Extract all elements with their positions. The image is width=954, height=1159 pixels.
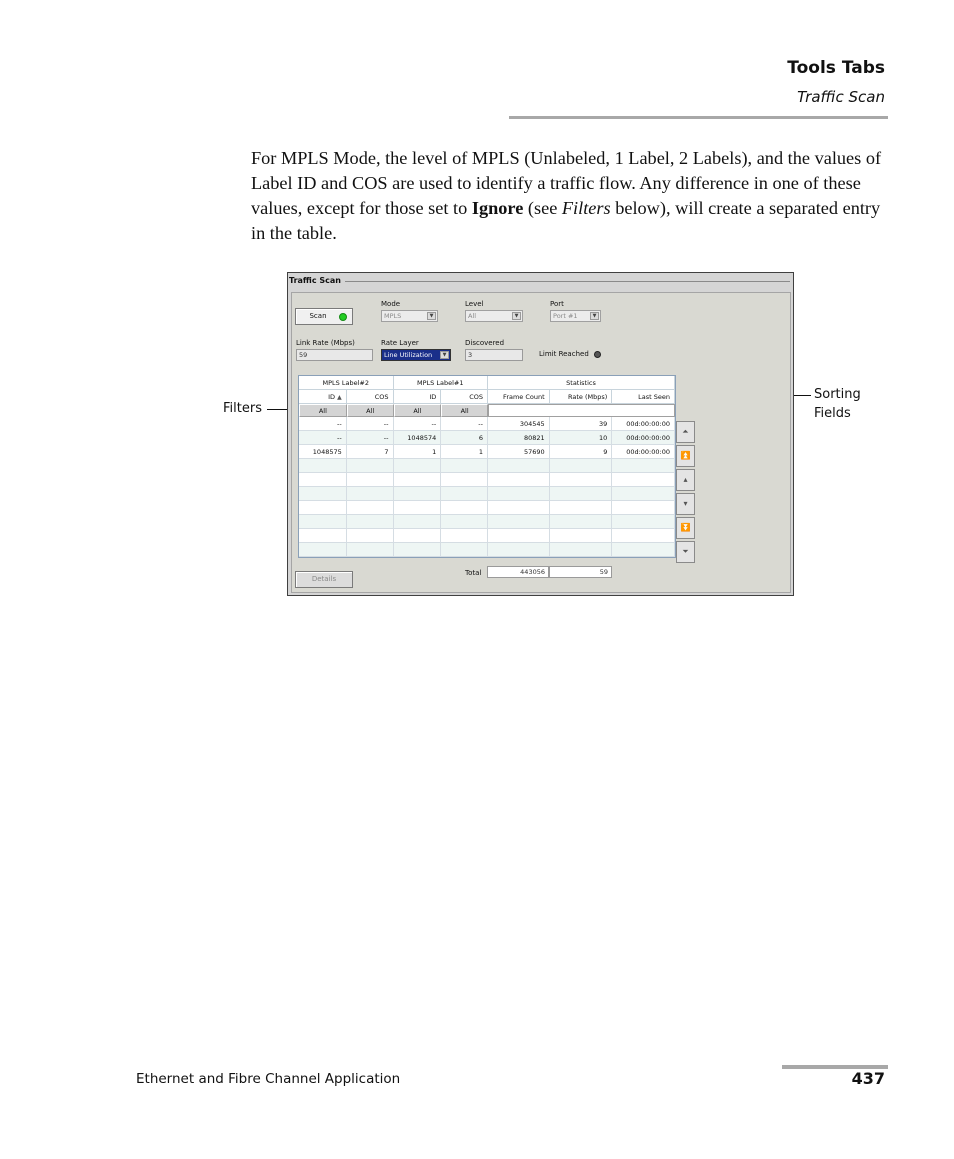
table-row [299,515,675,529]
table-body [299,417,675,557]
flow-table [298,375,676,558]
limit-reached-label: Limit Reached [539,350,589,358]
table-cell [347,529,394,543]
table-cell: 80821 [488,431,550,445]
total-rate: 59 [549,566,612,578]
details-button[interactable]: Details [295,571,353,588]
mode-label: Mode [381,300,401,308]
table-cell [347,543,394,557]
link-rate-label: Link Rate (Mbps) [296,339,355,347]
table-cell: 1 [394,445,442,459]
column-header-l2-cos[interactable]: COS [347,390,394,404]
table-cell: 1048574 [394,431,442,445]
table-cell [347,473,394,487]
scroll-up-icon: ▴ [683,475,688,484]
chevron-down-icon: ▼ [427,312,436,320]
table-cell [441,487,488,501]
table-row [299,473,675,487]
table-cell [612,501,675,515]
table-cell [441,501,488,515]
table-cell [612,515,675,529]
column-header-l1-cos[interactable]: COS [441,390,488,404]
table-cell [550,543,613,557]
table-cell: 304545 [488,417,550,431]
column-header-frame-count[interactable]: Frame Count [488,390,550,404]
table-cell [347,487,394,501]
table-cell [488,543,550,557]
sorting-callout-line2: Fields [814,406,851,421]
table-cell: -- [347,431,394,445]
table-cell [347,459,394,473]
column-header-rate[interactable]: Rate (Mbps) [550,390,613,404]
table-cell: 7 [347,445,394,459]
scroll-bottom-icon: ⏷ [682,547,689,556]
table-cell [612,459,675,473]
panel-title-line [338,281,790,282]
total-frame-count: 443056 [487,566,549,578]
table-cell [394,501,442,515]
table-cell [488,487,550,501]
column-header-last-seen[interactable]: Last Seen [612,390,675,404]
table-filter-row [299,404,675,417]
port-label: Port [550,300,564,308]
table-cell [299,529,347,543]
page-number: 437 [851,1069,885,1088]
table-cell [441,515,488,529]
table-cell [550,459,613,473]
table-group-header [299,376,675,390]
column-header-l2-id[interactable]: ID ▲ [299,390,347,404]
table-cell [441,529,488,543]
section-subtitle: Traffic Scan [797,88,885,106]
table-cell [299,487,347,501]
discovered-label: Discovered [465,339,505,347]
level-label: Level [465,300,484,308]
table-row [299,543,675,557]
table-cell [612,487,675,501]
table-cell [441,459,488,473]
table-cell [612,543,675,557]
column-header-l1-id[interactable]: ID [394,390,442,404]
table-cell: -- [299,431,347,445]
table-cell: 6 [441,431,488,445]
scan-button-label: Scan [309,312,327,320]
panel-title: Traffic Scan [289,276,345,285]
table-row [299,529,675,543]
port-select[interactable]: Port #1 ▼ [550,310,601,322]
scroll-bottom-button[interactable] [676,541,695,563]
table-cell [299,515,347,529]
table-cell [550,529,613,543]
discovered-field: 3 [465,349,523,361]
table-cell: 39 [550,417,613,431]
filter-l1-cos[interactable]: All [441,404,488,417]
sort-ascending-icon: ▲ [337,394,342,401]
table-row [299,459,675,473]
table-cell: 57690 [488,445,550,459]
filters-term: Filters [561,198,611,218]
scan-status-led [339,313,347,321]
filters-callout: Filters [223,401,262,416]
chevron-down-icon: ▼ [440,351,449,359]
scroll-up-button[interactable] [676,469,695,491]
table-cell [612,529,675,543]
table-cell: 00d:00:00:00 [612,431,675,445]
total-label: Total [465,569,482,577]
page-up-icon: ⏫ [680,451,691,460]
level-select[interactable]: All ▼ [465,310,523,322]
table-cell: -- [347,417,394,431]
table-row [299,487,675,501]
table-cell [488,473,550,487]
filter-l2-cos[interactable]: All [347,404,394,417]
mode-select[interactable]: MPLS ▼ [381,310,438,322]
table-row[interactable] [299,431,675,445]
rate-layer-select[interactable]: Line Utilization ▼ [381,349,451,361]
link-rate-field: 59 [296,349,373,361]
table-cell [441,543,488,557]
section-title: Tools Tabs [787,58,885,78]
rate-layer-label: Rate Layer [381,339,419,347]
table-cell [550,473,613,487]
table-cell [394,473,442,487]
table-cell: -- [394,417,442,431]
footer-document-title: Ethernet and Fibre Channel Application [136,1071,401,1087]
table-cell [394,543,442,557]
scan-button[interactable] [295,308,353,325]
table-cell [550,501,613,515]
filter-l2-id[interactable]: All [299,404,347,417]
table-cell [612,473,675,487]
chevron-down-icon: ▼ [590,312,599,320]
table-cell: 1048575 [299,445,347,459]
table-cell [550,487,613,501]
table-cell [394,515,442,529]
table-cell [299,543,347,557]
table-row[interactable] [299,445,675,459]
ignore-term: Ignore [471,198,524,218]
table-row[interactable] [299,417,675,431]
traffic-scan-panel [291,292,791,593]
table-cell: 00d:00:00:00 [612,417,675,431]
limit-reached-led [594,351,601,358]
group-mpls-label1: MPLS Label#1 [394,376,489,390]
table-cell [299,473,347,487]
body-paragraph: For MPLS Mode, the level of MPLS (Unlabeled, 1 Label, 2 Labels), and the values of Label ID and COS are used to identify a traffic flow. Any difference in one of these values, except for those set to Ignore (see Filters below), will create a separated entry in the table. [251,148,882,243]
table-row [299,501,675,515]
table-cell [488,515,550,529]
table-cell [347,515,394,529]
table-cell: 10 [550,431,613,445]
table-cell: 9 [550,445,613,459]
table-cell [299,501,347,515]
table-cell [550,515,613,529]
group-mpls-label2: MPLS Label#2 [299,376,394,390]
scroll-down-icon: ▾ [683,499,688,508]
traffic-scan-screenshot [287,272,794,596]
table-cell [394,459,442,473]
table-cell [394,529,442,543]
group-statistics: Statistics [488,376,675,390]
header-divider [509,116,888,119]
table-column-header [299,390,675,404]
page-down-icon: ⏬ [680,523,691,532]
filter-statistics-blank [488,404,675,417]
page-down-button[interactable] [676,517,695,539]
table-cell [299,459,347,473]
table-cell [394,487,442,501]
table-cell: 00d:00:00:00 [612,445,675,459]
chevron-down-icon: ▼ [512,312,521,320]
scroll-top-icon: ⏶ [682,427,689,436]
table-cell [441,473,488,487]
table-cell [347,501,394,515]
table-cell [488,529,550,543]
table-cell [488,501,550,515]
page-up-button[interactable] [676,445,695,467]
table-cell: -- [441,417,488,431]
filter-l1-id[interactable]: All [394,404,442,417]
table-cell: -- [299,417,347,431]
scroll-down-button[interactable] [676,493,695,515]
scroll-top-button[interactable] [676,421,695,443]
table-cell: 1 [441,445,488,459]
sorting-callout-line1: Sorting [814,387,861,402]
table-cell [488,459,550,473]
